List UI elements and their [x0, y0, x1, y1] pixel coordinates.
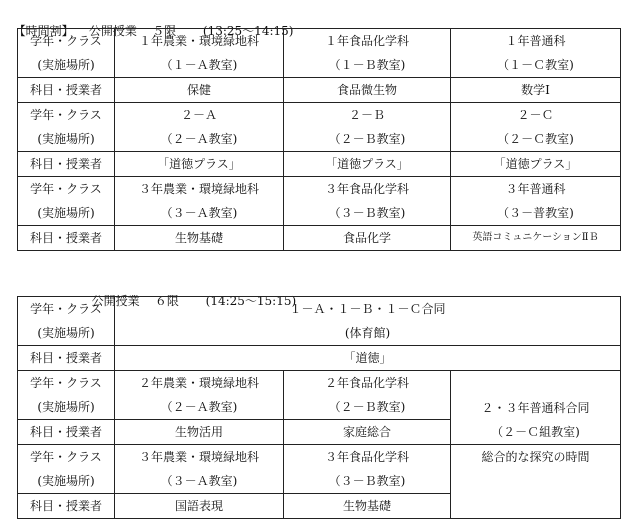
table-row — [18, 346, 621, 371]
class-cell: ３年普通科 （３－普教室) — [451, 177, 621, 226]
period5-title: 公開授業 — [88, 24, 137, 38]
joint-class-cell: １－Ａ・１－Ｂ・１－Ｃ合同 (体育館) — [115, 297, 621, 346]
grade-class-label: 学年・クラス (実施場所) — [18, 103, 115, 152]
grade-class-label: 学年・クラス (実施場所) — [18, 371, 115, 420]
class-cell: １年食品化学科 （１－Ｂ教室) — [284, 29, 451, 78]
grade-class-label: 学年・クラス (実施場所) — [18, 29, 115, 78]
subject-cell: 数学Ⅰ — [451, 78, 621, 103]
subject-teacher-label: 科目・授業者 — [18, 152, 115, 177]
class-cell: ３年食品化学科 （３－Ｂ教室) — [284, 445, 451, 494]
subject-teacher-label: 科目・授業者 — [18, 420, 115, 445]
class-cell: ２年食品化学科 （２－Ｂ教室) — [284, 371, 451, 420]
period6-label: ６限 — [154, 294, 179, 308]
period6-table — [17, 296, 621, 519]
class-cell: ２年農業・環境緑地科 （２－Ａ教室) — [115, 371, 284, 420]
grade-class-label: 学年・クラス (実施場所) — [18, 177, 115, 226]
period5-time: (13:25～14:15) — [202, 24, 294, 38]
subject-cell: 生物活用 — [115, 420, 284, 445]
subject-teacher-label: 科目・授業者 — [18, 346, 115, 371]
class-cell: ２－Ｂ （２－Ｂ教室) — [284, 103, 451, 152]
table-row — [18, 29, 621, 78]
table-row — [18, 177, 621, 226]
class-cell: ２－Ａ （２－Ａ教室) — [115, 103, 284, 152]
period5-table — [17, 28, 621, 251]
timetable-bracket: 【時間割】 — [13, 24, 74, 38]
class-cell: １年農業・環境緑地科 （１－Ａ教室) — [115, 29, 284, 78]
merged-subject-cell: 総合的な探究の時間 — [451, 445, 621, 519]
table-row — [18, 445, 621, 494]
period5-label: ５限 — [152, 24, 177, 38]
subject-teacher-label: 科目・授業者 — [18, 226, 115, 251]
table-row — [18, 371, 621, 420]
subject-cell: 「道徳プラス」 — [284, 152, 451, 177]
table-row — [18, 78, 621, 103]
period6-title: 公開授業 — [91, 294, 140, 308]
table-row — [18, 152, 621, 177]
class-cell: ３年食品化学科 （３－Ｂ教室) — [284, 177, 451, 226]
subject-cell: 生物基礎 — [115, 226, 284, 251]
subject-cell: 食品化学 — [284, 226, 451, 251]
subject-cell: 国語表現 — [115, 494, 284, 519]
subject-cell: 英語コミュニケーションⅡＢ — [451, 226, 621, 251]
grade-class-label: 学年・クラス (実施場所) — [18, 297, 115, 346]
subject-cell: 「道徳」 — [115, 346, 621, 371]
merged-class-cell: ２・３年普通科合同 （２－Ｃ組教室) — [451, 371, 621, 445]
table-row — [18, 226, 621, 251]
subject-teacher-label: 科目・授業者 — [18, 494, 115, 519]
subject-cell: 食品微生物 — [284, 78, 451, 103]
subject-cell: 「道徳プラス」 — [451, 152, 621, 177]
subject-teacher-label: 科目・授業者 — [18, 78, 115, 103]
table-row — [18, 297, 621, 346]
table-row — [18, 103, 621, 152]
class-cell: ２－Ｃ （２－Ｃ教室) — [451, 103, 621, 152]
grade-class-label: 学年・クラス (実施場所) — [18, 445, 115, 494]
period6-time: (14:25～15:15) — [205, 294, 297, 308]
class-cell: ３年農業・環境緑地科 （３－Ａ教室) — [115, 445, 284, 494]
class-cell: ３年農業・環境緑地科 （３－Ａ教室) — [115, 177, 284, 226]
subject-cell: 「道徳プラス」 — [115, 152, 284, 177]
subject-cell: 生物基礎 — [284, 494, 451, 519]
subject-cell: 家庭総合 — [284, 420, 451, 445]
class-cell: １年普通科 （１－Ｃ教室) — [451, 29, 621, 78]
subject-cell: 保健 — [115, 78, 284, 103]
